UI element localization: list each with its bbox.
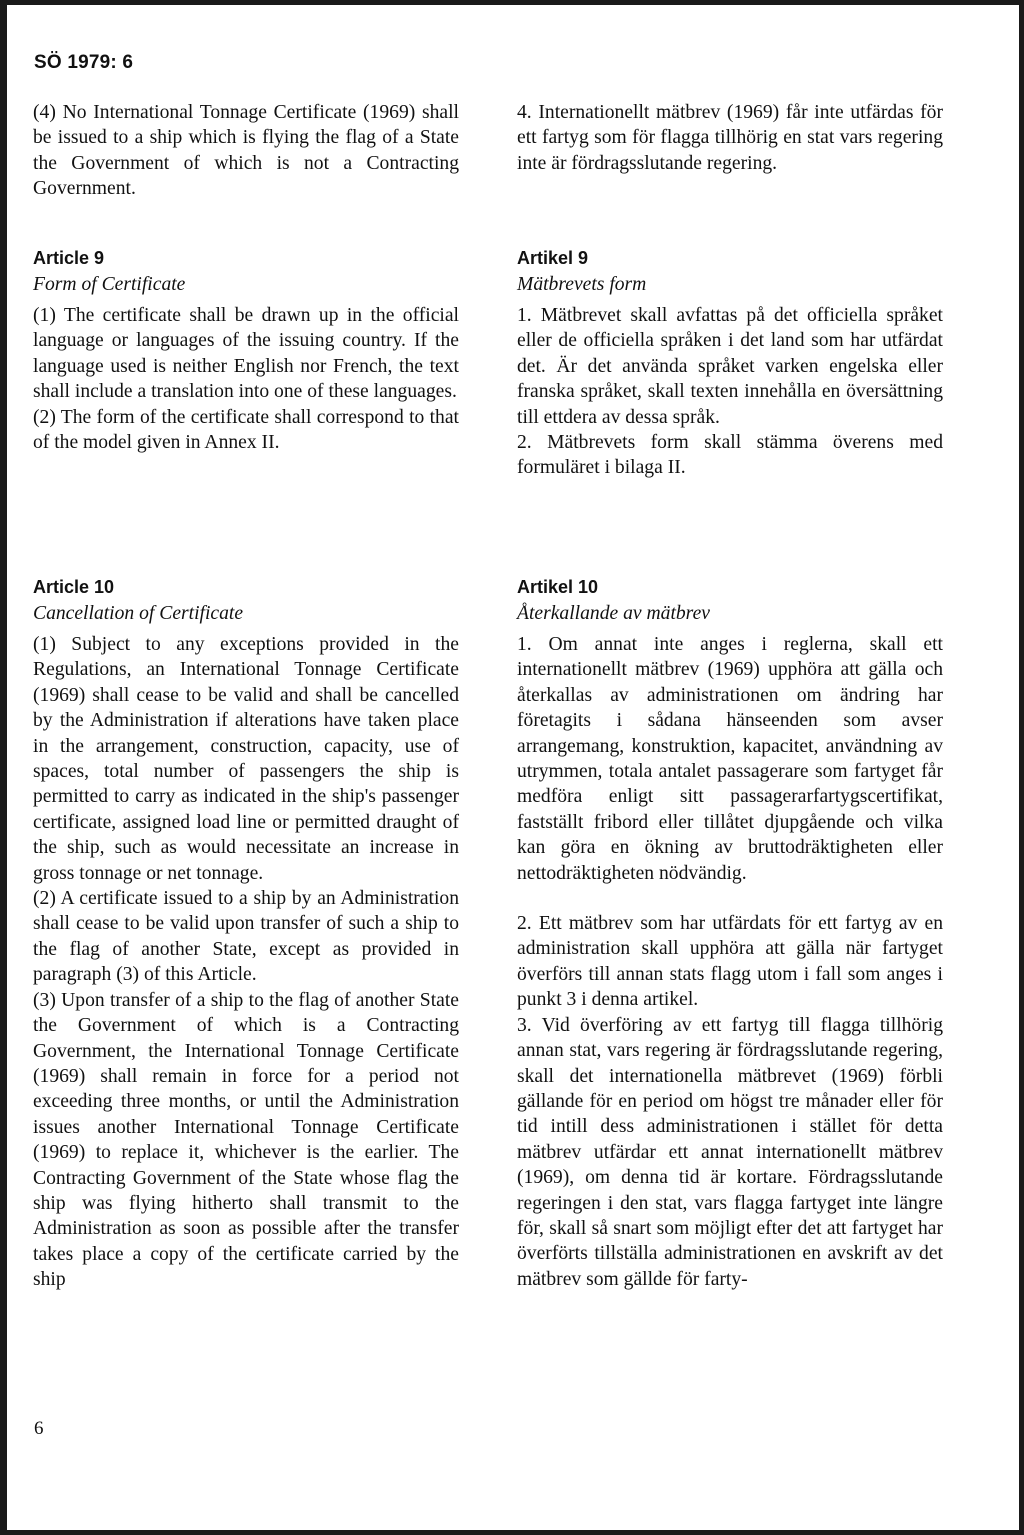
left-article10-paragraph-3: (3) Upon transfer of a ship to the flag of another State the Government of which is a Contracting Government, the International Tonnage Certificate (1969) shall remain in force for a period not exceeding three months, or until the Administration issues another International Tonnage Certificate (1969) to replace it, whichever is the earlier. The Contracting Government of the State whose flag the ship was flying hitherto shall transmit to the Administration as soon as possible after the transfer takes place a copy of the certificate carried by the ship [33, 989, 459, 1291]
right-intro-paragraph: 4. Internationellt mätbrev (1969) får inte utfärdas för ett fartyg som för flagga tillhörig en stat vars regering inte är fördragsslutande regering. [517, 102, 943, 174]
right-article10-paragraph-2: 2. Ett mätbrev som har utfärdats för ett fartyg av en administration skall upphöra att gälla när fartyget överförs till annan stats flagg utom i fall som anges i punkt 3 i denna artikel. [517, 913, 943, 1011]
right-article9-subheading: Mätbrevets form [517, 274, 647, 295]
document-reference: SÖ 1979: 6 [34, 52, 134, 73]
right-article9 [517, 246, 943, 481]
right-article9-paragraph-2: 2. Mätbrevets form skall stämma överens med formuläret i bilaga II. [517, 432, 943, 479]
left-intro-block [33, 100, 459, 202]
right-intro-block [517, 100, 943, 176]
left-article9-subheading: Form of Certificate [33, 274, 186, 295]
left-article10-paragraph-1: (1) Subject to any exceptions provided in the Regulations, an International Tonnage Certificate (1969) shall cease to be valid and shall be cancelled by the Administration if alterations have taken place in the arrangement, construction, capacity, use of spaces, total number of passengers the ship is permitted to carry as indicated in the ship's passenger certificate, assigned load line or permitted draught of the ship, such as would necessitate an increase in gross tonnage or net tonnage. [33, 634, 459, 884]
right-article9-paragraph-1: 1. Mätbrevet skall avfattas på det officiella språket eller de officiella språken i det land som har utfärdat det. Är det använda språket varken engelska eller franska språket, skall texten innehålla en översättning till ettdera av dessa språk. [517, 305, 943, 428]
left-article9 [33, 246, 459, 455]
left-article10-heading: Article 10 [33, 577, 115, 597]
right-article10-paragraph-1: 1. Om annat inte anges i reglerna, skall ett internationellt mätbrev (1969) upphöra att gälla och återkallas av administrationen om ändring har företagits i sådana hänseenden som avser arrangemang, konstruktion, kapacitet, användning av utrymmen, totala antalet passagerare som fartyget får medföra enligt sitt passagerarfartygscertifikat, fastställt fribord eller tillåtet djupgående och vilka kan göra en ökning av bruttodräktigheten eller nettodräktigheten nödvändig. [517, 634, 943, 884]
left-article9-paragraph-2: (2) The form of the certificate shall correspond to that of the model given in Annex II. [33, 406, 459, 454]
left-article10-paragraph-2: (2) A certificate issued to a ship by an Administration shall cease to be valid upon transfer of such a ship to the flag of another State, except as provided in paragraph (3) of this Article. [33, 888, 459, 986]
left-article10-subheading: Cancellation of Certificate [33, 603, 244, 624]
right-article10 [517, 575, 943, 1292]
left-intro-paragraph: (4) No International Tonnage Certificate (1969) shall be issued to a ship which is flying the flag of a State the Government of which is not a Contracting Government. [33, 102, 459, 200]
right-article10-paragraph-3: 3. Vid överföring av ett fartyg till flagga tillhörig annan stat, vars regering är fördragsslutande regering, skall det internationella mätbrevet (1969) förbli gällande för en period om högst tre månader eller för tid intill dess administrationen i stället för detta mätbrev utfärdar ett annat internationellt mätbrev (1969), om denna tid är kortare. Fördragsslutande regeringen i den stat, vars flagga fartyget inte längre för, skall så snart som möjligt efter det att fartyget har överförts tillställa administrationen en avskrift av det mätbrev som gällde för farty- [517, 1014, 943, 1290]
right-article10-subheading: Återkallande av mätbrev [517, 603, 710, 624]
left-article9-paragraph-1: (1) The certificate shall be drawn up in the official language or languages of the issuing country. If the language used is neither English nor French, the text shall include a translation into one of these languages. [33, 305, 459, 403]
right-article9-heading: Artikel 9 [517, 248, 589, 268]
left-article10 [33, 575, 459, 1293]
page-number: 6 [34, 1418, 44, 1439]
left-article9-heading: Article 9 [33, 248, 105, 268]
right-article10-heading: Artikel 10 [517, 577, 599, 597]
